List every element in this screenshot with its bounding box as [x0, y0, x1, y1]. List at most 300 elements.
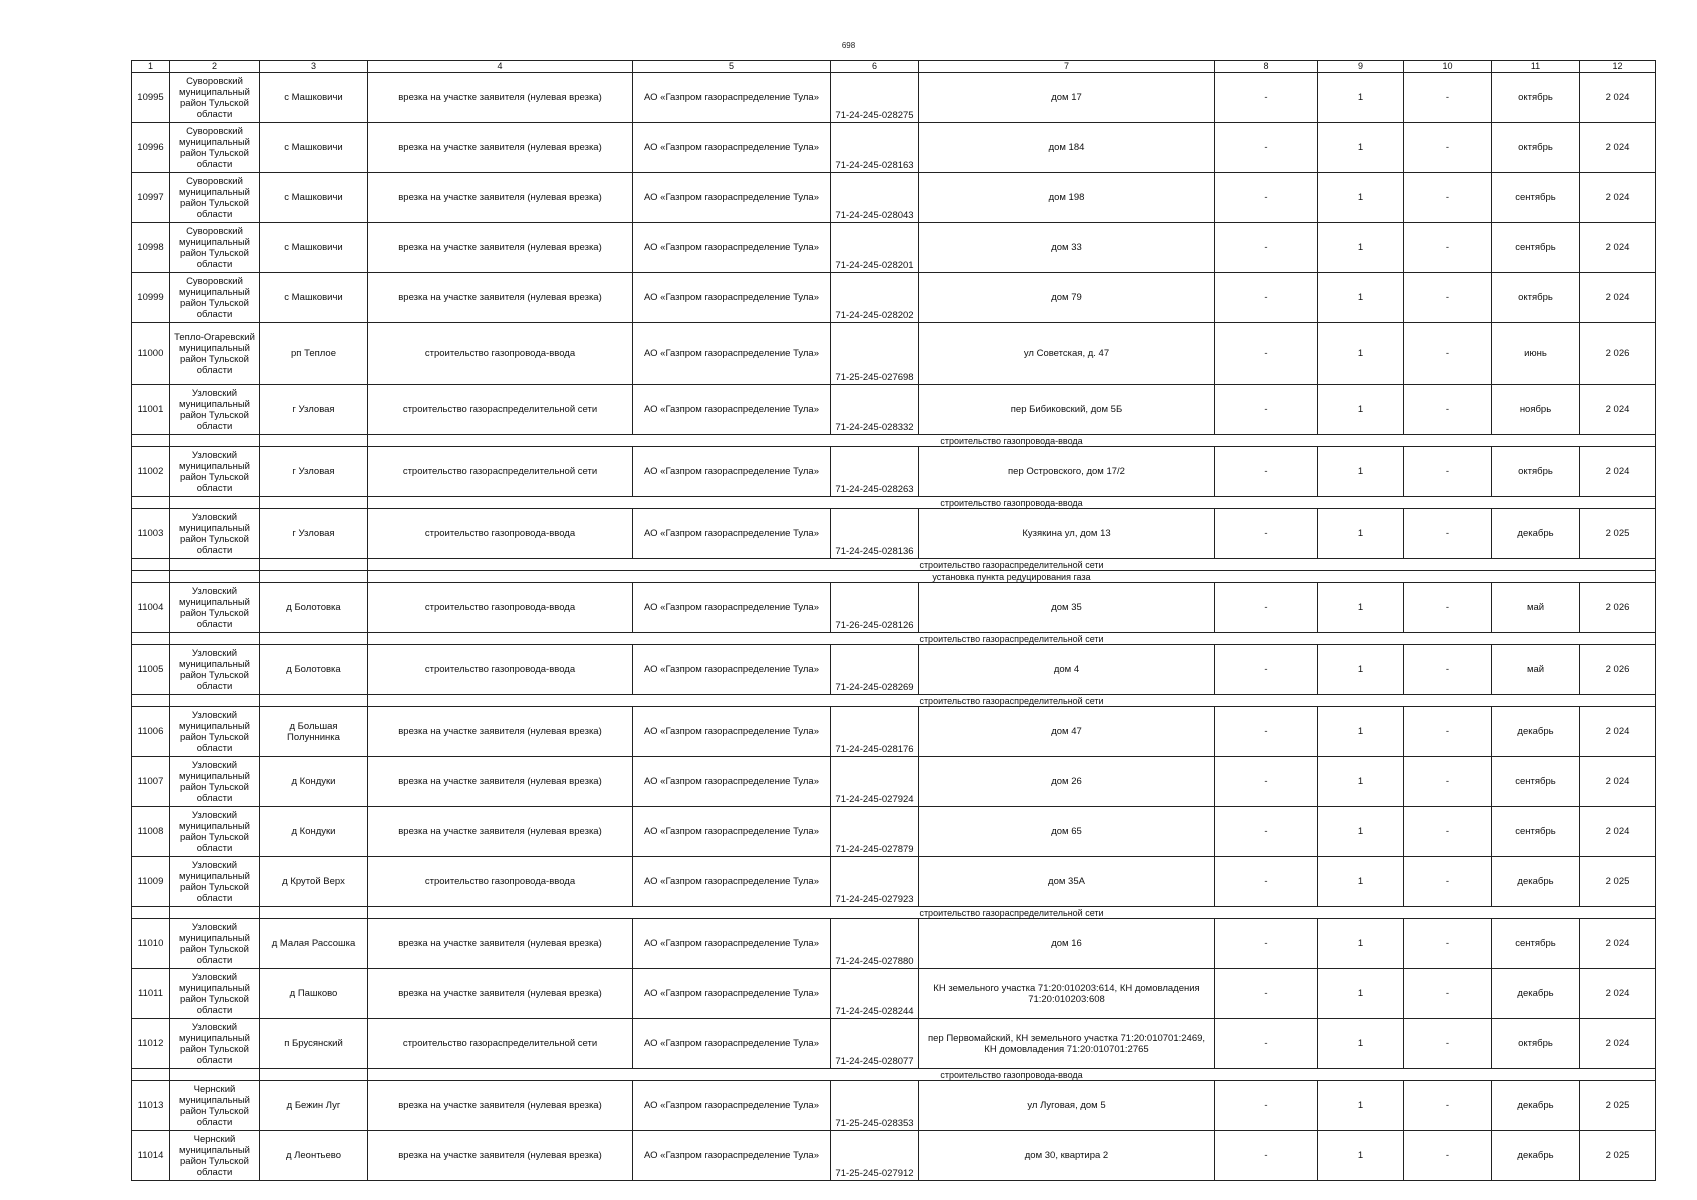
district-cell: Суворовский муниципальный район Тульской области: [170, 273, 260, 323]
empty-cell: [260, 571, 368, 583]
application-number-cell: 71-25-245-028353: [831, 1081, 919, 1131]
col10-cell: -: [1404, 385, 1492, 435]
col9-cell: 1: [1318, 645, 1404, 695]
row-number: 11000: [132, 323, 170, 385]
work-type-cell: врезка на участке заявителя (нулевая врезка): [368, 123, 633, 173]
address-cell: дом 47: [919, 707, 1215, 757]
work-type-cell: строительство газопровода-ввода: [368, 857, 633, 907]
work-type-cell: строительство газопровода-ввода: [368, 645, 633, 695]
application-number-cell: 71-25-245-027698: [831, 323, 919, 385]
settlement-cell: с Машковичи: [260, 173, 368, 223]
address-cell: дом 198: [919, 173, 1215, 223]
month-cell: май: [1492, 583, 1580, 633]
sub-work-text: строительство газораспределительной сети: [368, 633, 1656, 645]
col8-cell: -: [1215, 1081, 1318, 1131]
address-cell: КН земельного участка 71:20:010203:614, КН домовладения 71:20:010203:608: [919, 969, 1215, 1019]
application-number-cell: 71-24-245-027923: [831, 857, 919, 907]
settlement-cell: д Кондуки: [260, 807, 368, 857]
month-cell: октябрь: [1492, 73, 1580, 123]
col8-cell: -: [1215, 807, 1318, 857]
col10-cell: -: [1404, 583, 1492, 633]
empty-cell: [132, 633, 170, 645]
col8-cell: -: [1215, 757, 1318, 807]
work-type-cell: врезка на участке заявителя (нулевая врезка): [368, 73, 633, 123]
work-type-cell: врезка на участке заявителя (нулевая врезка): [368, 273, 633, 323]
district-cell: Узловский муниципальный район Тульской области: [170, 707, 260, 757]
application-number-cell: 71-24-245-028077: [831, 1019, 919, 1069]
row-number: 10999: [132, 273, 170, 323]
row-number: 11014: [132, 1131, 170, 1181]
col9-cell: 1: [1318, 969, 1404, 1019]
district-cell: Тепло-Огаревский муниципальный район Тульской области: [170, 323, 260, 385]
work-type-cell: врезка на участке заявителя (нулевая врезка): [368, 969, 633, 1019]
year-cell: 2 024: [1580, 1019, 1656, 1069]
year-cell: 2 024: [1580, 123, 1656, 173]
district-cell: Узловский муниципальный район Тульской области: [170, 919, 260, 969]
work-type-cell: строительство газораспределительной сети: [368, 1019, 633, 1069]
settlement-cell: д Пашково: [260, 969, 368, 1019]
settlement-cell: д Крутой Верх: [260, 857, 368, 907]
month-cell: декабрь: [1492, 1131, 1580, 1181]
application-number-cell: 71-24-245-028269: [831, 645, 919, 695]
col9-cell: 1: [1318, 73, 1404, 123]
empty-cell: [132, 695, 170, 707]
work-type-cell: врезка на участке заявителя (нулевая врезка): [368, 919, 633, 969]
district-cell: Узловский муниципальный район Тульской области: [170, 447, 260, 497]
address-cell: Кузякина ул, дом 13: [919, 509, 1215, 559]
sub-work-text: строительство газораспределительной сети: [368, 907, 1656, 919]
year-cell: 2 024: [1580, 173, 1656, 223]
empty-cell: [170, 633, 260, 645]
settlement-cell: г Узловая: [260, 385, 368, 435]
work-type-cell: строительство газораспределительной сети: [368, 447, 633, 497]
row-number: 11007: [132, 757, 170, 807]
table-row: [132, 123, 1656, 173]
settlement-cell: п Брусянский: [260, 1019, 368, 1069]
address-cell: ул Луговая, дом 5: [919, 1081, 1215, 1131]
application-number-cell: 71-24-245-027924: [831, 757, 919, 807]
month-cell: декабрь: [1492, 1081, 1580, 1131]
column-header-12: 12: [1580, 61, 1656, 73]
row-number: 11003: [132, 509, 170, 559]
col10-cell: -: [1404, 919, 1492, 969]
work-type-cell: врезка на участке заявителя (нулевая врезка): [368, 707, 633, 757]
month-cell: июнь: [1492, 323, 1580, 385]
empty-cell: [260, 559, 368, 571]
organization-cell: АО «Газпром газораспределение Тула»: [633, 223, 831, 273]
empty-cell: [260, 1069, 368, 1081]
col8-cell: -: [1215, 323, 1318, 385]
address-cell: дом 4: [919, 645, 1215, 695]
settlement-cell: д Большая Полуннинка: [260, 707, 368, 757]
address-cell: ул Советская, д. 47: [919, 323, 1215, 385]
col9-cell: 1: [1318, 807, 1404, 857]
district-cell: Узловский муниципальный район Тульской области: [170, 1019, 260, 1069]
empty-cell: [260, 497, 368, 509]
col8-cell: -: [1215, 707, 1318, 757]
year-cell: 2 024: [1580, 969, 1656, 1019]
col10-cell: -: [1404, 223, 1492, 273]
year-cell: 2 025: [1580, 1131, 1656, 1181]
table-row: [132, 969, 1656, 1019]
col10-cell: -: [1404, 757, 1492, 807]
month-cell: ноябрь: [1492, 385, 1580, 435]
table-row: [132, 857, 1656, 907]
col8-cell: -: [1215, 123, 1318, 173]
work-type-cell: строительство газораспределительной сети: [368, 385, 633, 435]
row-number: 11006: [132, 707, 170, 757]
application-number-cell: 71-24-245-028043: [831, 173, 919, 223]
application-number-cell: 71-24-245-027880: [831, 919, 919, 969]
month-cell: сентябрь: [1492, 807, 1580, 857]
sub-work-row: [132, 435, 1656, 447]
organization-cell: АО «Газпром газораспределение Тула»: [633, 1081, 831, 1131]
month-cell: октябрь: [1492, 273, 1580, 323]
work-type-cell: врезка на участке заявителя (нулевая врезка): [368, 807, 633, 857]
settlement-cell: с Машковичи: [260, 223, 368, 273]
sub-work-row: [132, 695, 1656, 707]
column-number-row: [132, 61, 1656, 73]
table-row: [132, 73, 1656, 123]
work-type-cell: врезка на участке заявителя (нулевая врезка): [368, 1081, 633, 1131]
col10-cell: -: [1404, 807, 1492, 857]
empty-cell: [170, 497, 260, 509]
application-number-cell: 71-24-245-028176: [831, 707, 919, 757]
column-header-1: 1: [132, 61, 170, 73]
row-number: 11011: [132, 969, 170, 1019]
col10-cell: -: [1404, 1131, 1492, 1181]
address-cell: дом 30, квартира 2: [919, 1131, 1215, 1181]
col9-cell: 1: [1318, 919, 1404, 969]
row-number: 11010: [132, 919, 170, 969]
col10-cell: -: [1404, 969, 1492, 1019]
col9-cell: 1: [1318, 123, 1404, 173]
empty-cell: [170, 559, 260, 571]
organization-cell: АО «Газпром газораспределение Тула»: [633, 757, 831, 807]
col8-cell: -: [1215, 73, 1318, 123]
row-number: 11009: [132, 857, 170, 907]
district-cell: Суворовский муниципальный район Тульской области: [170, 173, 260, 223]
work-type-cell: врезка на участке заявителя (нулевая врезка): [368, 757, 633, 807]
application-number-cell: 71-24-245-028244: [831, 969, 919, 1019]
address-cell: дом 35А: [919, 857, 1215, 907]
col10-cell: -: [1404, 707, 1492, 757]
column-header-6: 6: [831, 61, 919, 73]
empty-cell: [132, 559, 170, 571]
month-cell: декабрь: [1492, 969, 1580, 1019]
col8-cell: -: [1215, 857, 1318, 907]
year-cell: 2 025: [1580, 509, 1656, 559]
row-number: 11005: [132, 645, 170, 695]
month-cell: сентябрь: [1492, 173, 1580, 223]
year-cell: 2 024: [1580, 707, 1656, 757]
row-number: 11013: [132, 1081, 170, 1131]
sub-work-row: [132, 1069, 1656, 1081]
col8-cell: -: [1215, 223, 1318, 273]
col9-cell: 1: [1318, 757, 1404, 807]
table-row: [132, 757, 1656, 807]
table-row: [132, 173, 1656, 223]
organization-cell: АО «Газпром газораспределение Тула»: [633, 919, 831, 969]
address-cell: пер Бибиковский, дом 5Б: [919, 385, 1215, 435]
empty-cell: [260, 633, 368, 645]
organization-cell: АО «Газпром газораспределение Тула»: [633, 1131, 831, 1181]
month-cell: декабрь: [1492, 509, 1580, 559]
table-row: [132, 509, 1656, 559]
column-header-11: 11: [1492, 61, 1580, 73]
address-cell: дом 16: [919, 919, 1215, 969]
organization-cell: АО «Газпром газораспределение Тула»: [633, 273, 831, 323]
district-cell: Суворовский муниципальный район Тульской области: [170, 123, 260, 173]
table-row: [132, 223, 1656, 273]
address-cell: дом 33: [919, 223, 1215, 273]
table-row: [132, 919, 1656, 969]
col9-cell: 1: [1318, 385, 1404, 435]
row-number: 11001: [132, 385, 170, 435]
col8-cell: -: [1215, 385, 1318, 435]
row-number: 10997: [132, 173, 170, 223]
sub-work-text: строительство газопровода-ввода: [368, 435, 1656, 447]
col8-cell: -: [1215, 583, 1318, 633]
settlement-cell: д Болотовка: [260, 583, 368, 633]
address-cell: дом 17: [919, 73, 1215, 123]
table-row: [132, 273, 1656, 323]
col9-cell: 1: [1318, 1019, 1404, 1069]
table-row: [132, 447, 1656, 497]
row-number: 10998: [132, 223, 170, 273]
table-row: [132, 1131, 1656, 1181]
address-cell: пер Островского, дом 17/2: [919, 447, 1215, 497]
row-number: 10995: [132, 73, 170, 123]
sub-work-text: строительство газораспределительной сети: [368, 695, 1656, 707]
sub-work-text: строительство газопровода-ввода: [368, 497, 1656, 509]
organization-cell: АО «Газпром газораспределение Тула»: [633, 857, 831, 907]
organization-cell: АО «Газпром газораспределение Тула»: [633, 807, 831, 857]
col8-cell: -: [1215, 1131, 1318, 1181]
year-cell: 2 024: [1580, 73, 1656, 123]
col9-cell: 1: [1318, 323, 1404, 385]
col10-cell: -: [1404, 273, 1492, 323]
gasification-table: [131, 60, 1656, 1181]
district-cell: Узловский муниципальный район Тульской области: [170, 385, 260, 435]
row-number: 10996: [132, 123, 170, 173]
col8-cell: -: [1215, 173, 1318, 223]
year-cell: 2 025: [1580, 857, 1656, 907]
application-number-cell: 71-24-245-028163: [831, 123, 919, 173]
empty-cell: [132, 1069, 170, 1081]
col8-cell: -: [1215, 645, 1318, 695]
col9-cell: 1: [1318, 173, 1404, 223]
row-number: 11002: [132, 447, 170, 497]
col8-cell: -: [1215, 447, 1318, 497]
empty-cell: [170, 435, 260, 447]
table-row: [132, 583, 1656, 633]
row-number: 11008: [132, 807, 170, 857]
address-cell: пер Первомайский, КН земельного участка 71:20:010701:2469, КН домовладения 71:20:010701:2765: [919, 1019, 1215, 1069]
col9-cell: 1: [1318, 857, 1404, 907]
district-cell: Суворовский муниципальный район Тульской области: [170, 73, 260, 123]
sub-work-text: строительство газораспределительной сети: [368, 559, 1656, 571]
district-cell: Узловский муниципальный район Тульской области: [170, 857, 260, 907]
district-cell: Узловский муниципальный район Тульской области: [170, 509, 260, 559]
month-cell: сентябрь: [1492, 757, 1580, 807]
month-cell: декабрь: [1492, 707, 1580, 757]
empty-cell: [170, 571, 260, 583]
settlement-cell: д Леонтьево: [260, 1131, 368, 1181]
column-header-3: 3: [260, 61, 368, 73]
col9-cell: 1: [1318, 1131, 1404, 1181]
col10-cell: -: [1404, 173, 1492, 223]
empty-cell: [170, 907, 260, 919]
sub-work-text: строительство газопровода-ввода: [368, 1069, 1656, 1081]
col8-cell: -: [1215, 273, 1318, 323]
organization-cell: АО «Газпром газораспределение Тула»: [633, 1019, 831, 1069]
empty-cell: [170, 695, 260, 707]
page-number: 698: [841, 41, 856, 50]
month-cell: октябрь: [1492, 447, 1580, 497]
organization-cell: АО «Газпром газораспределение Тула»: [633, 583, 831, 633]
col8-cell: -: [1215, 1019, 1318, 1069]
district-cell: Узловский муниципальный район Тульской области: [170, 807, 260, 857]
year-cell: 2 024: [1580, 447, 1656, 497]
settlement-cell: д Бежин Луг: [260, 1081, 368, 1131]
address-cell: дом 65: [919, 807, 1215, 857]
settlement-cell: с Машковичи: [260, 123, 368, 173]
column-header-4: 4: [368, 61, 633, 73]
organization-cell: АО «Газпром газораспределение Тула»: [633, 73, 831, 123]
month-cell: декабрь: [1492, 857, 1580, 907]
empty-cell: [170, 1069, 260, 1081]
sub-work-text: установка пункта редуцирования газа: [368, 571, 1656, 583]
year-cell: 2 025: [1580, 1081, 1656, 1131]
organization-cell: АО «Газпром газораспределение Тула»: [633, 173, 831, 223]
settlement-cell: д Малая Рассошка: [260, 919, 368, 969]
district-cell: Чернский муниципальный район Тульской области: [170, 1081, 260, 1131]
organization-cell: АО «Газпром газораспределение Тула»: [633, 645, 831, 695]
column-header-10: 10: [1404, 61, 1492, 73]
table-row: [132, 1019, 1656, 1069]
col9-cell: 1: [1318, 583, 1404, 633]
organization-cell: АО «Газпром газораспределение Тула»: [633, 123, 831, 173]
month-cell: октябрь: [1492, 1019, 1580, 1069]
organization-cell: АО «Газпром газораспределение Тула»: [633, 385, 831, 435]
district-cell: Узловский муниципальный район Тульской области: [170, 583, 260, 633]
sub-work-row: [132, 559, 1656, 571]
col10-cell: -: [1404, 1081, 1492, 1131]
district-cell: Узловский муниципальный район Тульской области: [170, 645, 260, 695]
application-number-cell: 71-24-245-028263: [831, 447, 919, 497]
table-row: [132, 385, 1656, 435]
settlement-cell: г Узловая: [260, 447, 368, 497]
table-row: [132, 323, 1656, 385]
sub-work-row: [132, 571, 1656, 583]
year-cell: 2 026: [1580, 583, 1656, 633]
table-row: [132, 645, 1656, 695]
col9-cell: 1: [1318, 707, 1404, 757]
sub-work-row: [132, 907, 1656, 919]
empty-cell: [132, 497, 170, 509]
year-cell: 2 024: [1580, 757, 1656, 807]
col10-cell: -: [1404, 857, 1492, 907]
empty-cell: [260, 435, 368, 447]
col10-cell: -: [1404, 447, 1492, 497]
column-header-9: 9: [1318, 61, 1404, 73]
year-cell: 2 024: [1580, 807, 1656, 857]
address-cell: дом 184: [919, 123, 1215, 173]
application-number-cell: 71-24-245-028332: [831, 385, 919, 435]
col10-cell: -: [1404, 123, 1492, 173]
col8-cell: -: [1215, 509, 1318, 559]
settlement-cell: д Болотовка: [260, 645, 368, 695]
settlement-cell: г Узловая: [260, 509, 368, 559]
year-cell: 2 024: [1580, 919, 1656, 969]
work-type-cell: строительство газопровода-ввода: [368, 323, 633, 385]
application-number-cell: 71-25-245-027912: [831, 1131, 919, 1181]
address-cell: дом 79: [919, 273, 1215, 323]
row-number: 11004: [132, 583, 170, 633]
col10-cell: -: [1404, 323, 1492, 385]
col9-cell: 1: [1318, 509, 1404, 559]
settlement-cell: с Машковичи: [260, 273, 368, 323]
address-cell: дом 26: [919, 757, 1215, 807]
empty-cell: [132, 571, 170, 583]
application-number-cell: 71-26-245-028126: [831, 583, 919, 633]
sub-work-row: [132, 497, 1656, 509]
col10-cell: -: [1404, 509, 1492, 559]
work-type-cell: врезка на участке заявителя (нулевая врезка): [368, 223, 633, 273]
district-cell: Суворовский муниципальный район Тульской области: [170, 223, 260, 273]
column-header-2: 2: [170, 61, 260, 73]
month-cell: сентябрь: [1492, 223, 1580, 273]
organization-cell: АО «Газпром газораспределение Тула»: [633, 969, 831, 1019]
organization-cell: АО «Газпром газораспределение Тула»: [633, 707, 831, 757]
col10-cell: -: [1404, 1019, 1492, 1069]
application-number-cell: 71-24-245-028201: [831, 223, 919, 273]
work-type-cell: строительство газопровода-ввода: [368, 509, 633, 559]
col9-cell: 1: [1318, 447, 1404, 497]
row-number: 11012: [132, 1019, 170, 1069]
year-cell: 2 024: [1580, 385, 1656, 435]
sub-work-row: [132, 633, 1656, 645]
empty-cell: [132, 435, 170, 447]
district-cell: Узловский муниципальный район Тульской области: [170, 969, 260, 1019]
table-row: [132, 807, 1656, 857]
address-cell: дом 35: [919, 583, 1215, 633]
year-cell: 2 024: [1580, 223, 1656, 273]
district-cell: Чернский муниципальный район Тульской области: [170, 1131, 260, 1181]
col9-cell: 1: [1318, 273, 1404, 323]
district-cell: Узловский муниципальный район Тульской области: [170, 757, 260, 807]
organization-cell: АО «Газпром газораспределение Тула»: [633, 447, 831, 497]
application-number-cell: 71-24-245-028275: [831, 73, 919, 123]
year-cell: 2 026: [1580, 323, 1656, 385]
column-header-7: 7: [919, 61, 1215, 73]
empty-cell: [260, 695, 368, 707]
month-cell: октябрь: [1492, 123, 1580, 173]
month-cell: май: [1492, 645, 1580, 695]
table-body: [132, 73, 1656, 1181]
col10-cell: -: [1404, 73, 1492, 123]
application-number-cell: 71-24-245-027879: [831, 807, 919, 857]
empty-cell: [260, 907, 368, 919]
application-number-cell: 71-24-245-028136: [831, 509, 919, 559]
settlement-cell: рп Теплое: [260, 323, 368, 385]
col9-cell: 1: [1318, 1081, 1404, 1131]
work-type-cell: строительство газопровода-ввода: [368, 583, 633, 633]
table-row: [132, 1081, 1656, 1131]
empty-cell: [132, 907, 170, 919]
settlement-cell: с Машковичи: [260, 73, 368, 123]
